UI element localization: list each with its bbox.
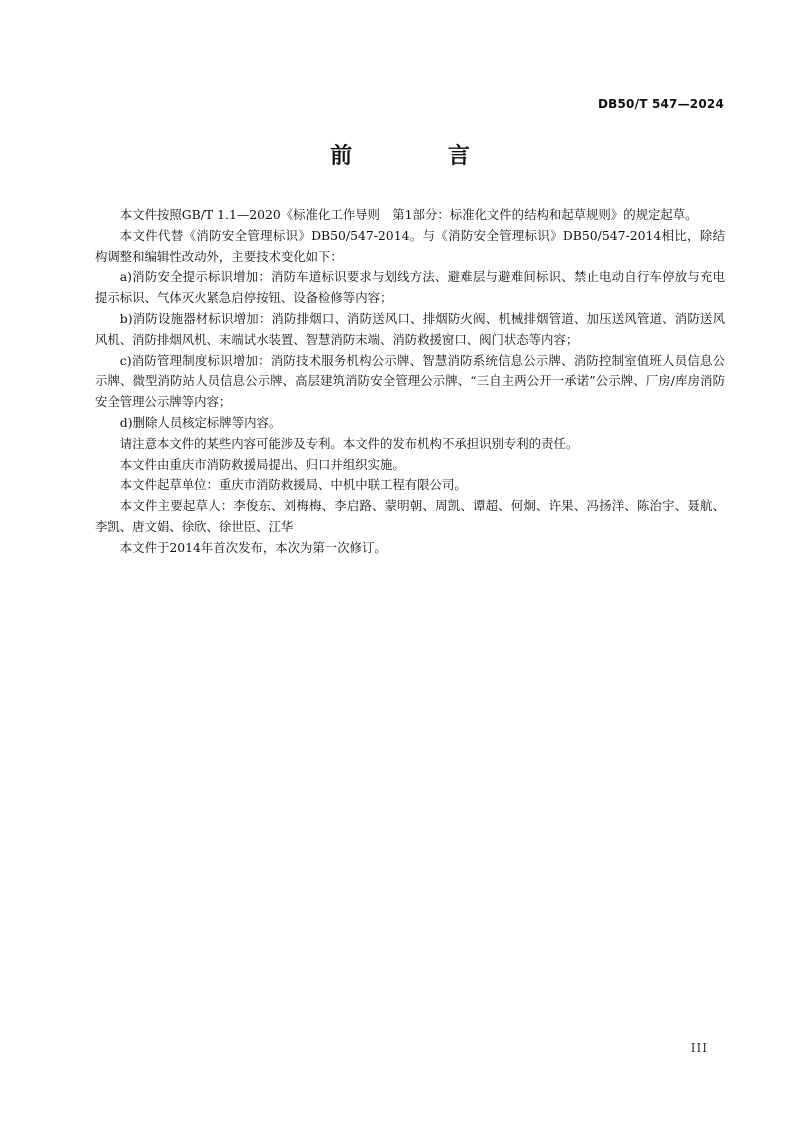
paragraph-change-c: c)消防管理制度标识增加：消防技术服务机构公示牌、智慧消防系统信息公示牌、消防控制室值班人员信息公示牌、微型消防站人员信息公示牌、高层建筑消防安全管理公示牌、“三自主两公开一承诺”公示牌、厂房/库房消防安全管理公示牌等内容； [95,352,725,410]
paragraph-change-b: b)消防设施器材标识增加：消防排烟口、消防送风口、排烟防火阀、机械排烟管道、加压送风管道、消防送风风机、消防排烟风机、末端试水装置、智慧消防末端、消防救援窗口、阀门状态等内容； [95,310,725,347]
paragraph-change-a: a)消防安全提示标识增加：消防车道标识要求与划线方法、避难层与避难间标识、禁止电动自行车停放与充电提示标识、气体灭火紧急启停按钮、设备检修等内容； [95,269,725,306]
document-code: DB50/T 547—2024 [598,97,724,111]
paragraph-drafters: 本文件主要起草人：李俊东、刘梅梅、李启路、蒙明朝、周凯、谭超、何炯、许果、冯扬洋、陈治宇、聂航、李凯、唐文娟、徐欣、徐世臣、江华 [95,498,725,534]
paragraph-change-d: d)删除人员核定标牌等内容。 [119,414,282,430]
paragraph-revision-history: 本文件于2014年首次发布，本次为第一次修订。 [119,539,387,555]
page-title: 前 言 [330,144,514,169]
paragraph-replacement: 本文件代替《消防安全管理标识》DB50/547-2014。与《消防安全管理标识》DB50/547-2014相比，除结构调整和编辑性改动外，主要技术变化如下： [95,227,725,264]
page-number: III [690,1041,708,1055]
paragraph-proposer: 本文件由重庆市消防救援局提出、归口并组织实施。 [119,456,405,472]
paragraph-patent-notice: 请注意本文件的某些内容可能涉及专利。本文件的发布机构不承担识别专利的责任。 [119,435,579,451]
paragraph-drafting-units: 本文件起草单位：重庆市消防救援局、中机中联工程有限公司。 [119,477,467,493]
foreword-body [95,205,725,559]
paragraph-drafting-rules: 本文件按照GB/T 1.1—2020《标准化工作导则 第1部分：标准化文件的结构和起草规则》的规定起草。 [119,207,698,222]
